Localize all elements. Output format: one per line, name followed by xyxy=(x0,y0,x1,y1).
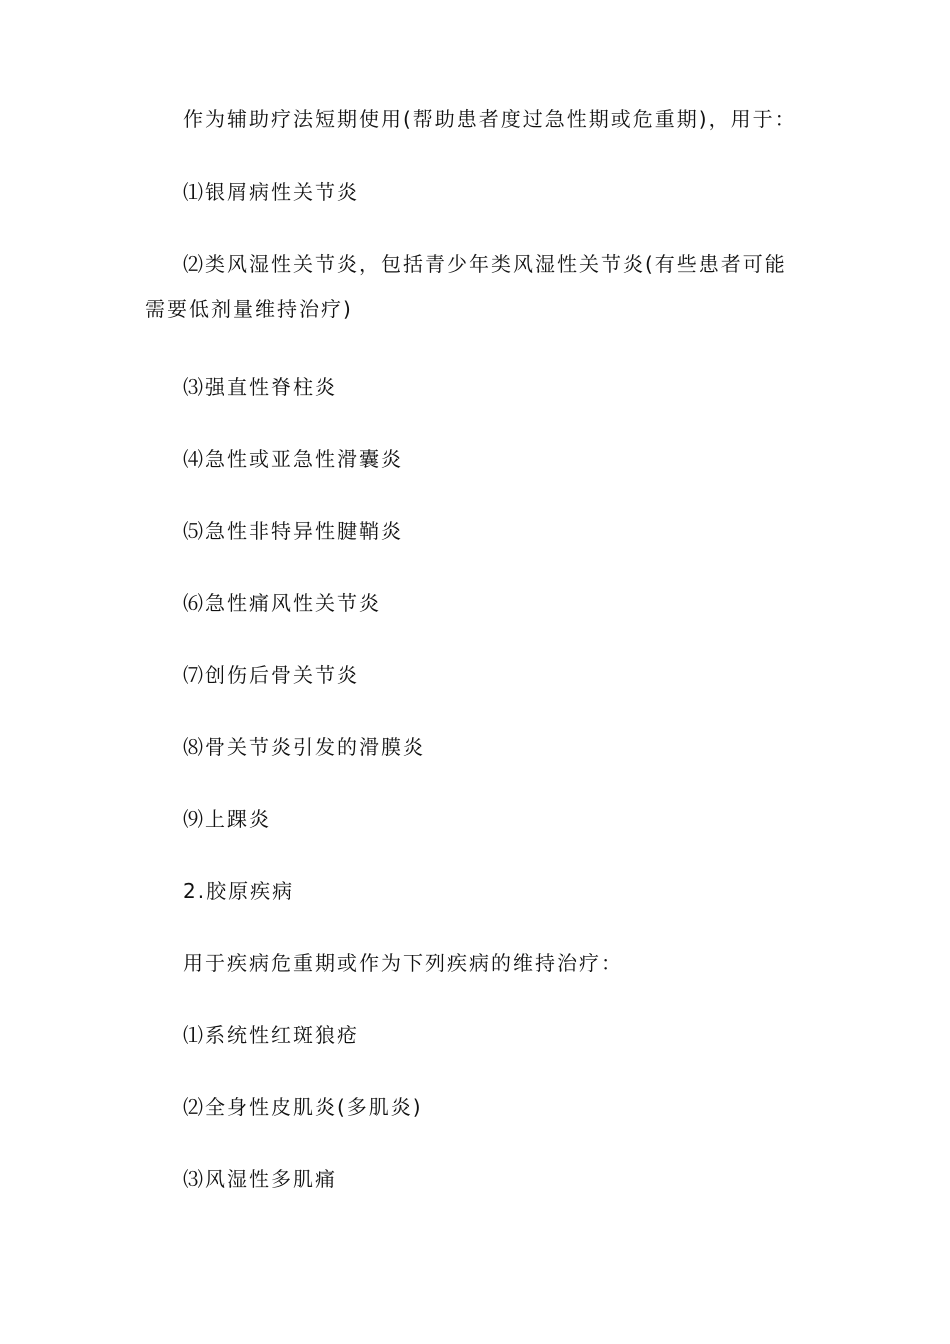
list-item-synovitis: ⑻骨关节炎引发的滑膜炎 xyxy=(183,735,425,759)
list-item-tenosynovitis: ⑸急性非特异性腱鞘炎 xyxy=(183,519,403,543)
list-item-dermatomyositis: ⑵全身性皮肌炎(多肌炎) xyxy=(183,1095,423,1119)
list-item-psoriatic-arthritis: ⑴银屑病性关节炎 xyxy=(183,180,359,204)
paragraph-intro: 作为辅助疗法短期使用(帮助患者度过急性期或危重期)，用于： xyxy=(183,107,797,131)
section-heading-collagen-disease: 2.胶原疾病 xyxy=(183,879,295,903)
list-item-rheumatoid-arthritis: ⑵类风湿性关节炎，包括青少年类风湿性关节炎(有些患者可能需要低剂量维持治疗) xyxy=(145,252,787,321)
list-item-gouty-arthritis: ⑹急性痛风性关节炎 xyxy=(183,591,381,615)
list-item-lupus: ⑴系统性红斑狼疮 xyxy=(183,1023,359,1047)
list-item-posttraumatic-osteoarthritis: ⑺创伤后骨关节炎 xyxy=(183,663,359,687)
paragraph-collagen-intro: 用于疾病危重期或作为下列疾病的维持治疗： xyxy=(183,951,623,975)
list-item-ankylosing-spondylitis: ⑶强直性脊柱炎 xyxy=(183,375,337,399)
list-item-bursitis: ⑷急性或亚急性滑囊炎 xyxy=(183,447,403,471)
list-item-epicondylitis: ⑼上踝炎 xyxy=(183,807,271,831)
list-item-polymyalgia: ⑶风湿性多肌痛 xyxy=(183,1167,337,1191)
